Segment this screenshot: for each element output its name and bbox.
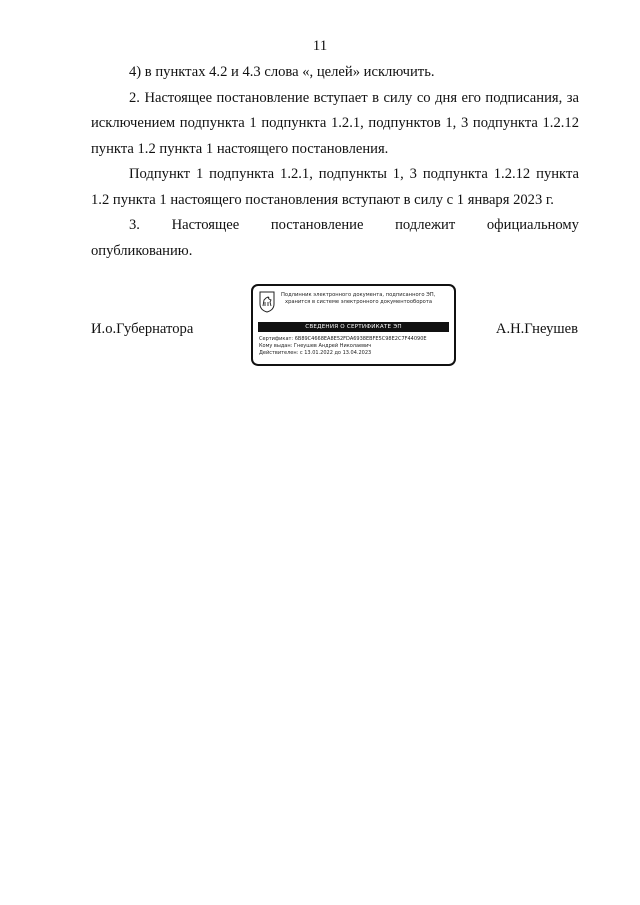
issued-to-value: Гнеушев Андрей Николаевич	[293, 343, 372, 349]
clause-3-first-line	[91, 213, 579, 239]
signatory-title: И.о.Губернатора	[91, 321, 194, 337]
page-number: 11	[312, 38, 328, 54]
signatory-name: А.Н.Гнеушев	[495, 321, 578, 337]
clause-3-word: подлежит	[395, 217, 456, 233]
stamp-header	[281, 292, 453, 305]
validity-label: Действителен:	[259, 350, 299, 356]
clause-3-tail: опубликованию.	[91, 242, 193, 259]
coat-of-arms-icon	[259, 291, 275, 313]
paragraph-clause-2: 2. Настоящее постановление вступает в силу со дня его подписания, за исключением подпункта 1 подпункта 1.2.1, подпунктов 1, 3 подпункта 1.2.12 пункта 1.2 пункта 1 настоящего постановления.	[91, 89, 579, 157]
stamp-header-line: Подлинник электронного документа, подписанного ЭП,	[281, 292, 436, 298]
digital-signature-stamp	[251, 284, 456, 366]
clause-3-word: постановление	[270, 217, 364, 233]
body-text	[91, 60, 579, 264]
stamp-title-bar: СВЕДЕНИЯ О СЕРТИФИКАТЕ ЭП	[258, 322, 449, 332]
paragraph-item-4: 4) в пунктах 4.2 и 4.3 слова «, целей» исключить.	[129, 64, 435, 80]
stamp-details	[259, 336, 451, 357]
paragraph-effective-date: Подпункт 1 подпункта 1.2.1, подпункты 1, 3 подпункта 1.2.12 пункта 1.2 пункта 1 настоящего постановления вступают в силу с 1 января 2023 г.	[91, 166, 579, 208]
clause-3-word: Настоящее	[171, 217, 240, 233]
certificate-label: Сертификат:	[259, 336, 294, 342]
certificate-value: 6B89C4668EA8E52FDA6938EBFE5C98E2C7F44090E	[294, 336, 427, 342]
clause-3-word: официальному	[486, 217, 579, 233]
clause-3-word: 3.	[129, 217, 140, 233]
paragraph-clause-3	[91, 213, 579, 264]
issued-to-line	[259, 343, 451, 350]
issued-to-label: Кому выдан:	[259, 343, 293, 349]
stamp-header-line: хранится в системе электронного документооборота	[285, 298, 433, 305]
certificate-line	[259, 336, 451, 343]
validity-line	[259, 350, 451, 357]
validity-value: с 13.01.2022 до 13.04.2023	[299, 350, 372, 356]
